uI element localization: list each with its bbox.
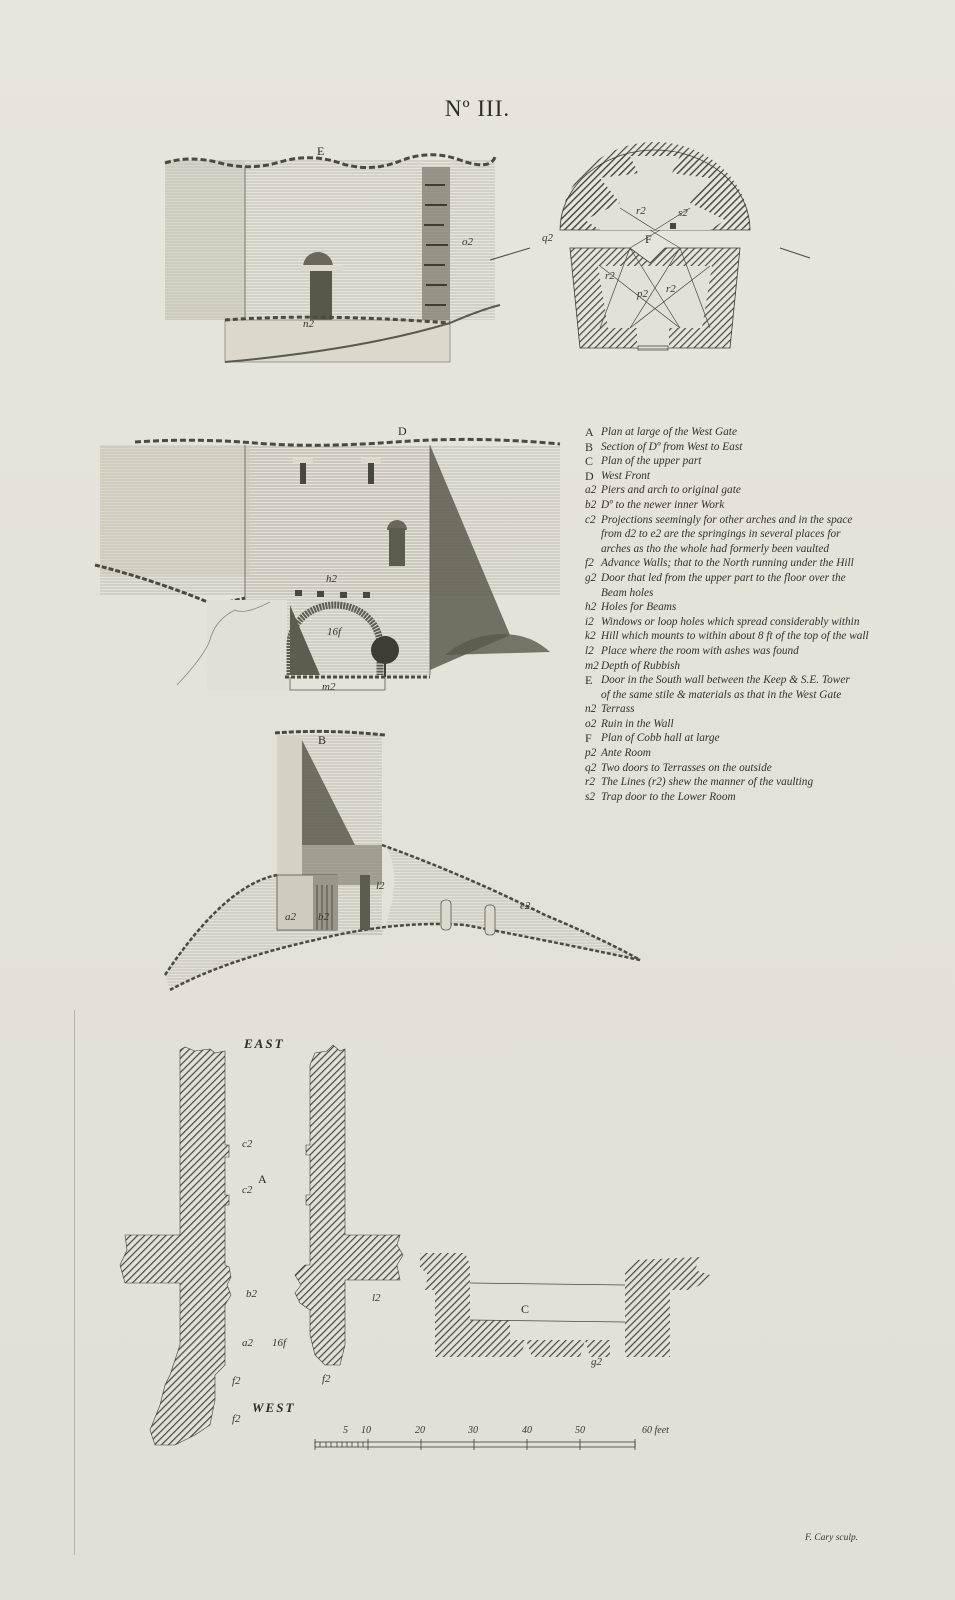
legend-text: Advance Walls; that to the North running under the Hill [601,557,854,570]
label-c2-second: c2 [242,1184,253,1196]
label-o2: o2 [462,236,473,248]
label-c2-first: c2 [242,1138,253,1150]
legend-item [585,498,915,513]
label-b2-section: b2 [318,911,329,923]
legend-item [585,746,915,761]
figure-b-section [165,735,645,995]
legend-text: Plan of Cobb hall at large [601,732,720,745]
legend-key: o2 [585,717,597,730]
legend-item [585,469,915,484]
legend-key: n2 [585,703,597,716]
label-r2-left: r2 [605,270,615,282]
label-h2: h2 [326,573,337,585]
scale-tick-20: 20 [415,1425,425,1436]
label-n2: n2 [303,318,314,330]
legend-text-continuation: of the same stile & materials as that in the West Gate [601,688,842,701]
legend-key: A [585,425,594,439]
legend-text: Plan at large of the West Gate [601,426,737,438]
figure-c-letter: C [521,1302,530,1316]
legend-key: c2 [585,513,596,526]
legend-text: Windows or loop holes which spread considerably within [601,615,860,628]
legend-text: Terrass [601,703,635,716]
legend-item [585,556,915,571]
legend-item [585,790,915,805]
figure-e-letter: E [317,144,325,158]
scale-tick-10: 10 [361,1425,371,1436]
label-e2-section: e2 [520,900,531,912]
legend-item [585,600,915,615]
legend-item [585,629,915,644]
label-m2: m2 [322,681,336,693]
figure-e-drawing [160,145,500,370]
legend-key: i2 [585,615,594,628]
plate-title: Nº III. [444,96,511,121]
legend-key: f2 [585,557,594,570]
legend-key: k2 [585,630,596,643]
legend-item [585,615,915,630]
legend-text: Trap door to the Lower Room [601,790,736,803]
legend-text: Depth of Rubbish [601,659,681,672]
label-l2-plan: l2 [372,1292,381,1304]
legend-key: D [585,468,594,483]
legend-text-continuation: from d2 to e2 are the springings in several places for [601,528,841,541]
legend-text: The Lines (r2) shew the manner of the vaulting [601,776,814,789]
legend-item [585,673,915,688]
legend-text: Two doors to Terrasses on the outside [601,761,772,774]
scale-end-label: 60 feet [642,1425,669,1436]
figure-d-letter: D [398,424,407,438]
legend-key: s2 [585,790,596,803]
label-16f-front: 16f [327,626,342,638]
legend-key: h2 [585,601,597,614]
figure-b-letter: B [318,733,327,747]
label-q2: q2 [542,232,553,244]
legend-key: E [585,673,593,688]
label-b2-plan: b2 [246,1288,257,1300]
legend-text: Dº to the newer inner Work [601,498,725,511]
scale-tick-50: 50 [575,1425,585,1436]
legend-key: b2 [585,498,597,511]
label-16f-plan: 16f [272,1337,287,1349]
legend-text: West Front [601,469,651,482]
label-l2-section: l2 [376,880,385,892]
label-f2-left-lower: f2 [232,1413,241,1425]
legend-text: Door in the South wall between the Keep & S.E. Tower [601,674,850,687]
legend-item [585,440,915,455]
legend-key: m2 [585,659,599,672]
legend-item [585,571,915,586]
legend-item [585,761,915,776]
figure-f-plan [490,148,810,348]
label-s2: s2 [678,207,688,219]
legend-key: r2 [585,776,596,789]
legend-text-continuation: arches as tho the whole had formerly been vaulted [601,542,829,555]
compass-east: EAST [244,1036,285,1051]
label-f2-right: f2 [322,1373,331,1385]
label-p2: p2 [637,288,648,300]
label-r2-upper: r2 [636,205,646,217]
legend-text: Section of Dº from West to East [601,440,743,453]
legend-key: a2 [585,484,597,497]
legend-key: B [585,439,594,454]
scale-tick-30: 30 [468,1425,478,1436]
legend-text: Hill which mounts to within about 8 ft of the top of the wall [601,630,869,643]
legend-item [585,702,915,717]
legend-text-continuation: Beam holes [601,586,654,599]
figure-a-letter: A [258,1172,267,1186]
label-g2: g2 [591,1356,602,1368]
legend-item [585,425,915,440]
scale-tick-5: 5 [343,1425,348,1436]
legend-text: Plan of the upper part [601,455,702,468]
legend-item [585,659,915,674]
legend-text: Door that led from the upper part to the floor over the [601,571,846,584]
label-f2-left-upper: f2 [232,1375,241,1387]
legend-key: g2 [585,571,597,584]
legend-item [585,644,915,659]
legend-key: p2 [585,747,597,760]
legend-text: Place where the room with ashes was found [601,644,799,657]
legend-key: q2 [585,761,597,774]
legend-key: F [585,731,592,746]
legend [585,425,915,804]
legend-key: l2 [585,644,594,657]
engraver-signature: F. Cary sculp. [805,1533,859,1543]
plate-margin-rule [74,1010,75,1555]
legend-item [585,454,915,469]
label-a2-section: a2 [285,911,296,923]
legend-item [585,717,915,732]
legend-text: Holes for Beams [601,601,677,614]
legend-item [585,513,915,528]
legend-item [585,775,915,790]
legend-item [585,731,915,746]
legend-text: Ante Room [601,747,651,760]
legend-text: Ruin in the Wall [601,717,674,730]
legend-text: Piers and arch to original gate [601,484,741,497]
compass-west: WEST [252,1400,296,1415]
legend-text: Projections seemingly for other arches and in the space [601,513,853,526]
figure-f-letter: F [645,232,652,246]
legend-item [585,483,915,498]
figure-c-plan [420,1245,710,1360]
figure-d-elevation [95,440,565,695]
scale-bar [310,1437,640,1457]
label-a2-plan: a2 [242,1337,253,1349]
scale-tick-40: 40 [522,1425,532,1436]
figure-a-plan [115,1045,415,1450]
legend-key: C [585,454,594,469]
label-r2-right: r2 [666,283,676,295]
